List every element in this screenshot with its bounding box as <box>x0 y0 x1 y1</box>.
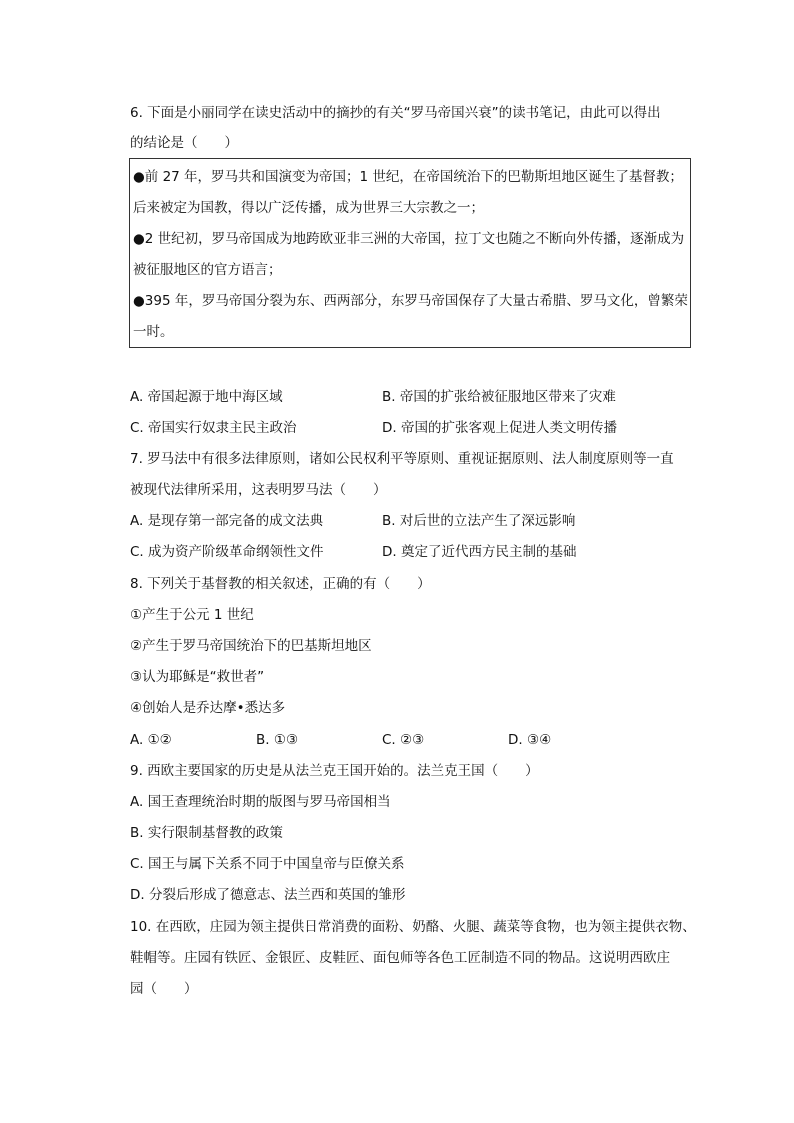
q6-notes-box <box>129 158 691 348</box>
q6-note-line: ●前 27 年，罗马共和国演变为帝国；1 世纪，在帝国统治下的巴勒斯坦地区诞生了基督教； <box>133 169 683 185</box>
q7-option-b: B. 对后世的立法产生了深远影响 <box>382 513 576 529</box>
q8-option-b: B. ①③ <box>256 732 299 748</box>
q6-option-d: D. 帝国的扩张客观上促进人类文明传播 <box>382 420 617 436</box>
q6-note-line: 后来被定为国教，得以广泛传播，成为世界三大宗教之一； <box>133 200 484 216</box>
q6-option-a: A. 帝国起源于地中海区域 <box>130 389 283 405</box>
q8-option-d: D. ③④ <box>508 732 552 748</box>
q7-stem-line1: 7. 罗马法中有很多法律原则，诸如公民权利平等原则、重视证据原则、法人制度原则等一直 <box>130 451 674 467</box>
q10-stem-line1: 10. 在西欧，庄园为领主提供日常消费的面粉、奶酪、火腿、蔬菜等食物，也为领主提供衣物、 <box>130 919 696 935</box>
q10-stem-line3: 园（ ） <box>130 981 198 997</box>
q6-note-line: 一时。 <box>133 324 174 340</box>
q6-note-line: 被征服地区的官方语言； <box>133 262 282 278</box>
q6-option-b: B. 帝国的扩张给被征服地区带来了灾难 <box>382 389 616 405</box>
q6-stem-line1: 6. 下面是小丽同学在读史活动中的摘抄的有关“罗马帝国兴衰”的读书笔记，由此可以得出 <box>130 105 661 121</box>
q8-item: ④创始人是乔达摩•悉达多 <box>130 700 286 716</box>
q9-stem: 9. 西欧主要国家的历史是从法兰克王国开始的。法兰克王国（ ） <box>130 763 539 779</box>
q8-item: ③认为耶稣是“救世者” <box>130 669 265 685</box>
q6-option-c: C. 帝国实行奴隶主民主政治 <box>130 420 297 436</box>
q6-note-line: ●395 年，罗马帝国分裂为东、西两部分，东罗马帝国保存了大量古希腊、罗马文化，曾繁荣 <box>133 293 688 309</box>
q8-option-a: A. ①② <box>130 732 172 748</box>
q10-stem-line2: 鞋帽等。庄园有铁匠、金银匠、皮鞋匠、面包师等各色工匠制造不同的物品。这说明西欧庄 <box>130 950 670 966</box>
q7-option-d: D. 奠定了近代西方民主制的基础 <box>382 544 577 560</box>
q8-option-c: C. ②③ <box>382 732 425 748</box>
q9-option-c: C. 国王与属下关系不同于中国皇帝与臣僚关系 <box>130 856 405 872</box>
q6-stem-line2: 的结论是（ ） <box>130 135 238 151</box>
q7-option-a: A. 是现存第一部完备的成文法典 <box>130 513 324 529</box>
q9-option-d: D. 分裂后形成了德意志、法兰西和英国的雏形 <box>130 887 406 903</box>
q7-option-c: C. 成为资产阶级革命纲领性文件 <box>130 544 324 560</box>
q8-item: ①产生于公元 1 世纪 <box>130 607 254 623</box>
q9-option-b: B. 实行限制基督教的政策 <box>130 825 283 841</box>
q8-item: ②产生于罗马帝国统治下的巴基斯坦地区 <box>130 638 372 654</box>
q6-note-line: ●2 世纪初，罗马帝国成为地跨欧亚非三洲的大帝国，拉丁文也随之不断向外传播，逐渐成为 <box>133 231 685 247</box>
q7-stem-line2: 被现代法律所采用，这表明罗马法（ ） <box>130 482 387 498</box>
q9-option-a: A. 国王查理统治时期的版图与罗马帝国相当 <box>130 794 391 810</box>
q8-stem: 8. 下列关于基督教的相关叙述，正确的有（ ） <box>130 576 431 592</box>
